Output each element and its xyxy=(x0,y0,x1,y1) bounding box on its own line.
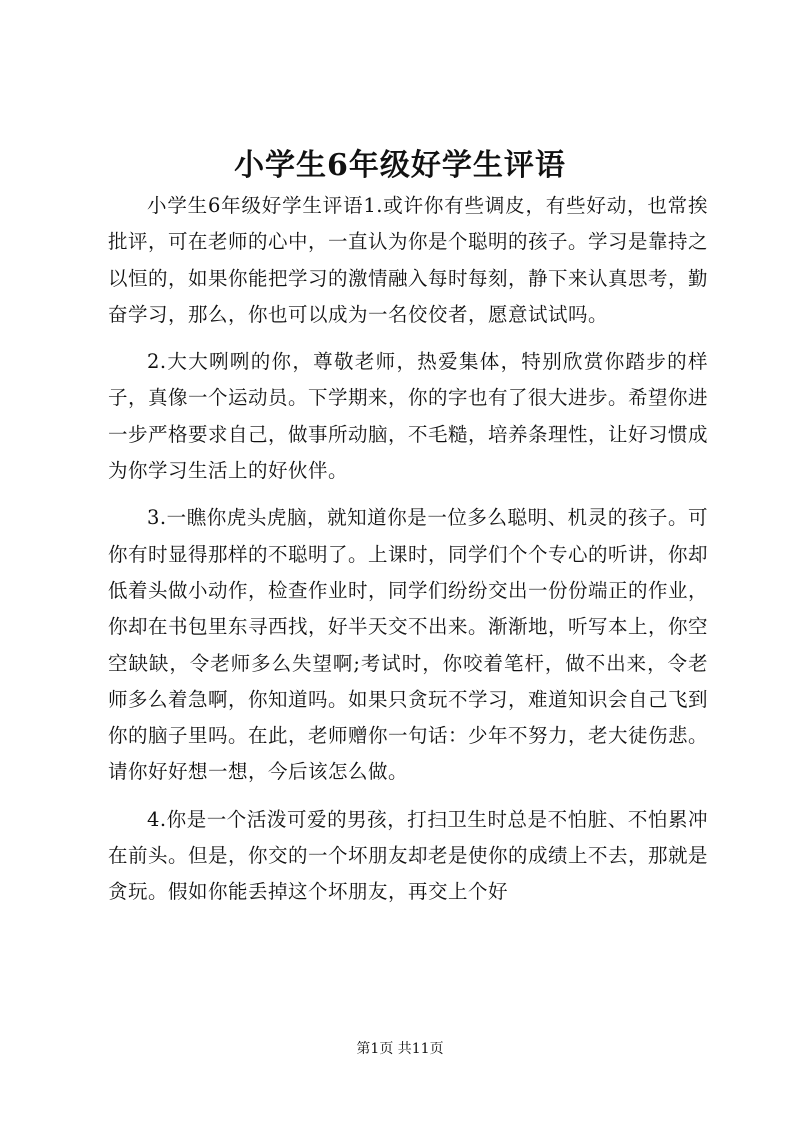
paragraph-1: 小学生6年级好学生评语1.或许你有些调皮，有些好动，也常挨批评，可在老师的心中，一直认为你是个聪明的孩子。学习是靠持之以恒的，如果你能把学习的激情融入每时每刻，静下来认真思考，勤奋学习，那么，你也可以成为一名佼佼者，愿意试试吗。 xyxy=(108,194,709,326)
paragraph-3: 3.一瞧你虎头虎脑，就知道你是一位多么聪明、机灵的孩子。可你有时显得那样的不聪明了。上课时，同学们个个专心的听讲，你却低着头做小动作，检查作业时，同学们纷纷交出一份份端正的作业，你却在书包里东寻西找，好半天交不出来。渐渐地，听写本上，你空空缺缺，令老师多么失望啊;考试时，你咬着笔杆，做不出来，令老师多么着急啊，你知道吗。如果只贪玩不学习，难道知识会自己飞到你的脑子里吗。在此，老师赠你一句话：少年不努力，老大徒伤悲。请你好好想一想，今后该怎么做。 xyxy=(108,506,709,784)
document-body xyxy=(108,188,708,922)
paragraph-2: 2.大大咧咧的你，尊敬老师，热爱集体，特别欣赏你踏步的样子，真像一个运动员。下学期来，你的字也有了很大进步。希望你进一步严格要求自己，做事所动脑，不毛糙，培养条理性，让好习惯成为你学习生活上的好伙伴。 xyxy=(108,350,709,483)
paragraph-4: 4.你是一个活泼可爱的男孩，打扫卫生时总是不怕脏、不怕累冲在前头。但是，你交的一个坏朋友却老是使你的成绩上不去，那就是贪玩。假如你能丢掉这个坏朋友，再交上个好 xyxy=(108,807,709,904)
document-title: 小学生6年级好学生评语 xyxy=(234,148,566,183)
page-number-footer: 第1页 共11页 xyxy=(356,1041,444,1057)
